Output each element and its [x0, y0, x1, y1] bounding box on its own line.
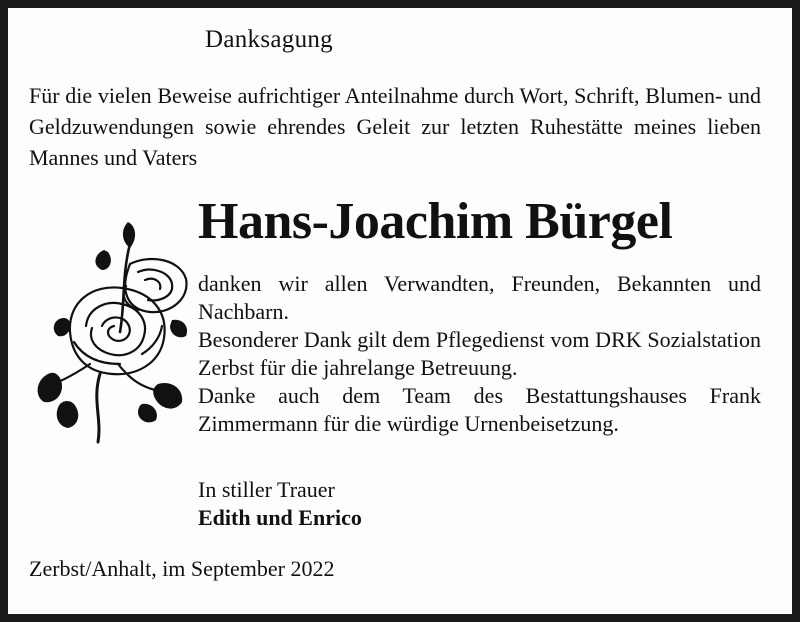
intro-text: Für die vielen Beweise aufrichtiger Anteilnahme durch Wort, Schrift, Blumen- und Geldzuwendungen sowie ehrendes Geleit zur letzten Ruhestätte meines lieben Mannes und Vaters [29, 83, 761, 170]
thanks-paragraph: Danke auch dem Team des Bestattungshauses Frank Zimmermann für die würdige Urnenbeisetzung. [198, 383, 761, 436]
rose-icon [30, 214, 198, 448]
mourning-phrase: In stiller Trauer [198, 477, 335, 502]
signoff [198, 476, 362, 532]
deceased-name: Hans-Joachim Bürgel [198, 193, 673, 250]
notice-heading: Danksagung [205, 26, 333, 53]
thanks-paragraph: danken wir allen Verwandten, Freunden, Bekannten und Nachbarn. [198, 271, 761, 324]
thanks-paragraph: Besonderer Dank gilt dem Pflegedienst vom DRK Sozialstation Zerbst für die jahrelange Betreuung. [198, 327, 761, 380]
thanks-text [198, 270, 761, 438]
place-date: Zerbst/Anhalt, im September 2022 [29, 556, 335, 581]
mourner-names: Edith und Enrico [198, 505, 362, 530]
